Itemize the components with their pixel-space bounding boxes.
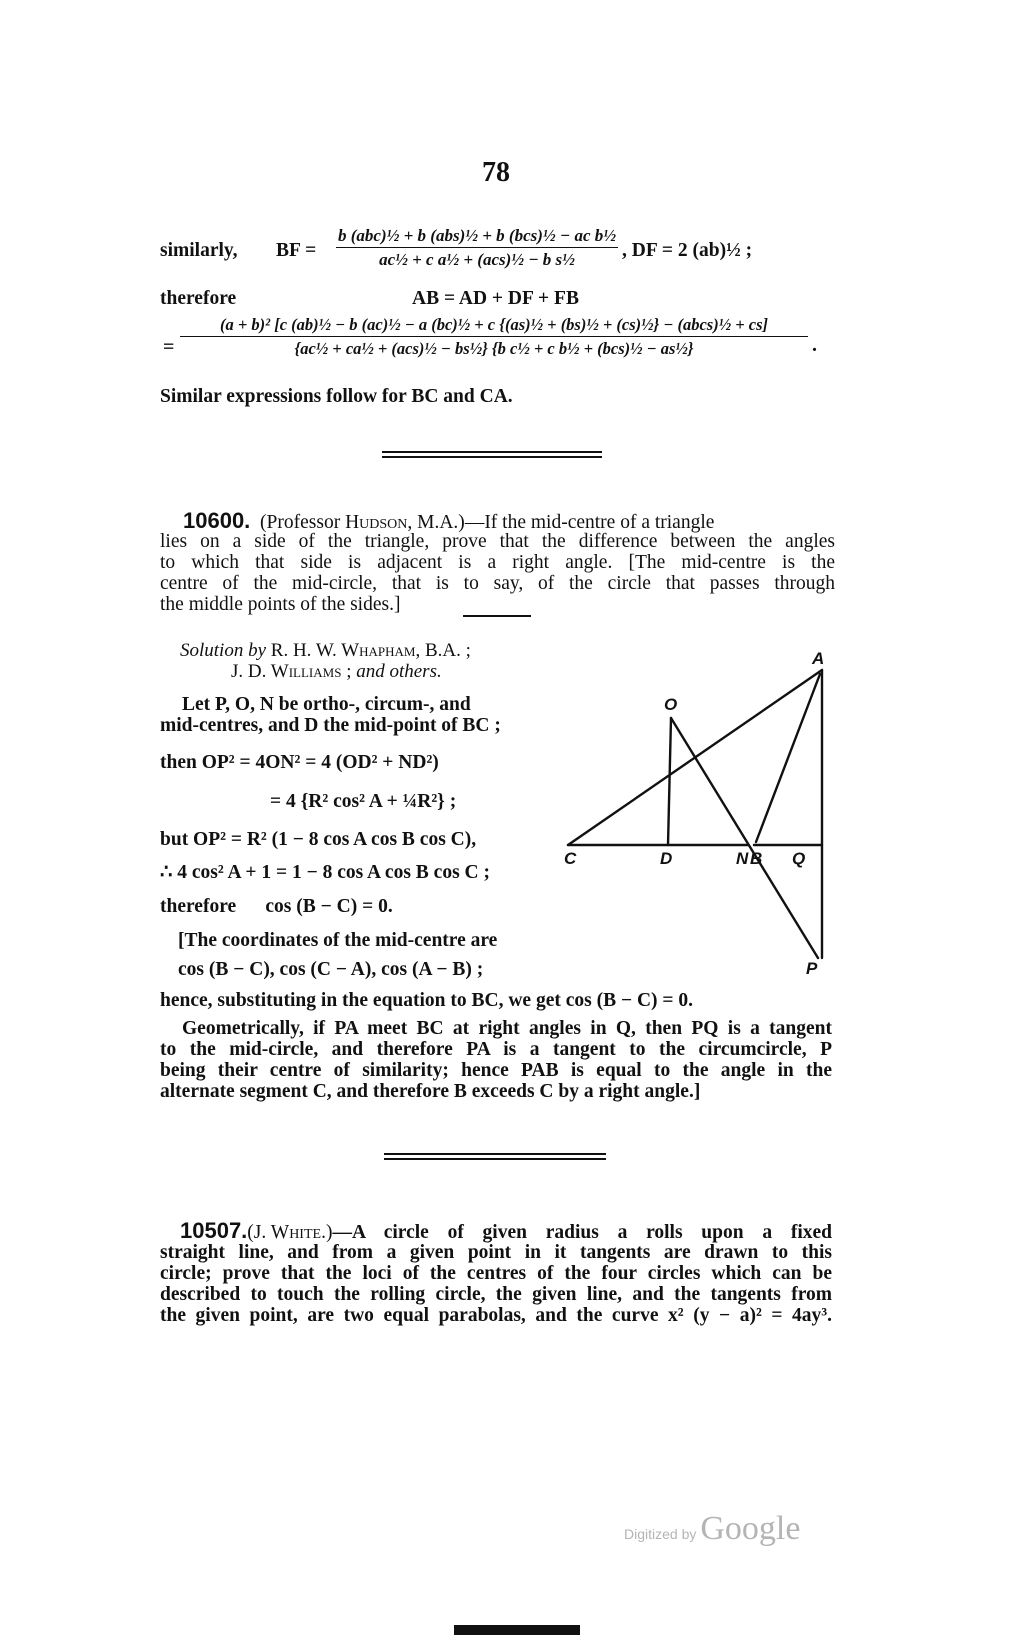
label-D: D <box>660 849 673 868</box>
similar-note: Similar expressions follow for BC and CA. <box>160 386 513 407</box>
therefore-label: therefore <box>160 288 237 309</box>
bf-fraction <box>336 226 618 270</box>
scan-edge-bar <box>454 1625 580 1635</box>
solution-line-9: cos (B − C), cos (C − A), cos (A − B) ; <box>178 959 484 980</box>
bf-denominator: ac½ + c a½ + (acs)½ − b s½ <box>379 250 575 269</box>
solution-line-10: hence, substituting in the equation to BC, we get cos (B − C) = 0. <box>160 990 694 1011</box>
problem-10507-line-3: circle; prove that the loci of the centres of the four circles which can be <box>160 1263 832 1284</box>
bf-numerator: b (abc)½ + b (abs)½ + b (bcs)½ − ac b½ <box>336 226 618 248</box>
geometric-line-2: to the mid-circle, and therefore PA is a tangent to the circumcircle, P <box>160 1039 832 1060</box>
solver-williams: J. D. Williams ; <box>231 661 352 682</box>
solver-whapham: R. H. W. Whapham, B.A. ; <box>270 640 471 661</box>
problem-10507-line-2: straight line, and from a given point in it tangents are drawn to this <box>160 1242 832 1263</box>
geometric-line-1: Geometrically, if PA meet BC at right angles in Q, then PQ is a tangent <box>182 1018 832 1039</box>
google-logo: Google <box>700 1510 801 1547</box>
solution-by-label: Solution by <box>180 640 267 661</box>
section-divider-2 <box>384 1153 606 1160</box>
problem-10600-line-3: to which that side is adjacent is a right angle. [The mid-centre is the <box>160 552 835 573</box>
solution-line-2: mid-centres, and D the mid-point of BC ; <box>160 715 501 736</box>
solution-line-6: ∴ 4 cos² A + 1 = 1 − 8 cos A cos B cos C ; <box>160 862 491 883</box>
label-C: C <box>564 849 577 868</box>
df-expression: , DF = 2 (ab)½ ; <box>622 240 753 261</box>
problem-10507-line-4: described to touch the rolling circle, the given line, and the tangents from <box>160 1284 832 1305</box>
line-OD <box>668 718 671 845</box>
problem-10600-line-1 <box>183 510 835 533</box>
problem-text-10507: —A circle of given radius a rolls upon a fixed <box>332 1222 832 1243</box>
short-rule <box>463 615 531 617</box>
problem-10507-line-5: the given point, are two equal parabolas, and the curve x² (y − a)² = 4ay³. <box>160 1305 832 1326</box>
solution-line-8: [The coordinates of the mid-centre are <box>178 930 498 951</box>
section-divider <box>382 451 602 458</box>
label-A: A <box>812 649 825 668</box>
ab-denominator: {ac½ + ca½ + (acs)½ − bs½} {b c½ + c b½ + (bcs)½ − as½} <box>294 339 694 358</box>
ab-expression: AB = AD + DF + FB <box>412 288 579 309</box>
problem-10600-line-5: the middle points of the sides.] <box>160 594 401 615</box>
line-OP <box>671 718 818 958</box>
label-Q: Q <box>792 849 806 868</box>
problem-number-10507: 10507. <box>180 1218 248 1243</box>
equals-sign: = <box>163 336 175 358</box>
problem-10600-line-2: lies on a side of the triangle, prove that the difference between the angles <box>160 531 835 552</box>
solution-line-3: then OP² = 4ON² = 4 (OD² + ND²) <box>160 752 439 773</box>
label-O: O <box>664 695 678 714</box>
problem-text: —If the mid-centre of a triangle <box>464 512 715 533</box>
digitized-by-text: Digitized by <box>624 1526 697 1542</box>
problem-10507-line-1 <box>180 1220 832 1243</box>
triangle-figure <box>560 640 850 980</box>
digitized-by-watermark <box>624 1510 800 1548</box>
ab-numerator: (a + b)² [c (ab)½ − b (ac)½ − a (bc)½ + c {(as)½ + (bs)½ + (cs)½} − (abcs)½ + cs] <box>180 315 808 337</box>
problem-author: (Professor Hudson, M.A.) <box>255 512 465 533</box>
problem-10600-line-4: centre of the mid-circle, that is to say, of the circle that passes through <box>160 573 835 594</box>
label-B: B <box>750 849 763 868</box>
solution-line-1: Let P, O, N be ortho-, circum-, and <box>182 694 471 715</box>
and-others: and others. <box>356 661 442 682</box>
geometric-line-3: being their centre of similarity; hence PAB is equal to the angle in the <box>160 1060 832 1081</box>
label-N: N <box>736 849 749 868</box>
ab-fraction <box>180 315 808 359</box>
label-P: P <box>806 959 818 978</box>
solution-line-5: but OP² = R² (1 − 8 cos A cos B cos C), <box>160 829 477 850</box>
problem-number: 10600. <box>183 508 251 533</box>
problem-author-10507: (J. White.) <box>247 1222 333 1243</box>
page-number: 78 <box>482 157 510 188</box>
similarly-label: similarly, <box>160 240 238 261</box>
geometric-line-4: alternate segment C, and therefore B exceeds C by a right angle.] <box>160 1081 701 1102</box>
solution-line-7: therefore cos (B − C) = 0. <box>160 896 393 917</box>
bf-lhs: BF = <box>276 240 317 261</box>
period: . <box>812 334 817 356</box>
solution-line-4: = 4 {R² cos² A + ¼R²} ; <box>270 791 457 812</box>
line-BA <box>756 674 820 842</box>
